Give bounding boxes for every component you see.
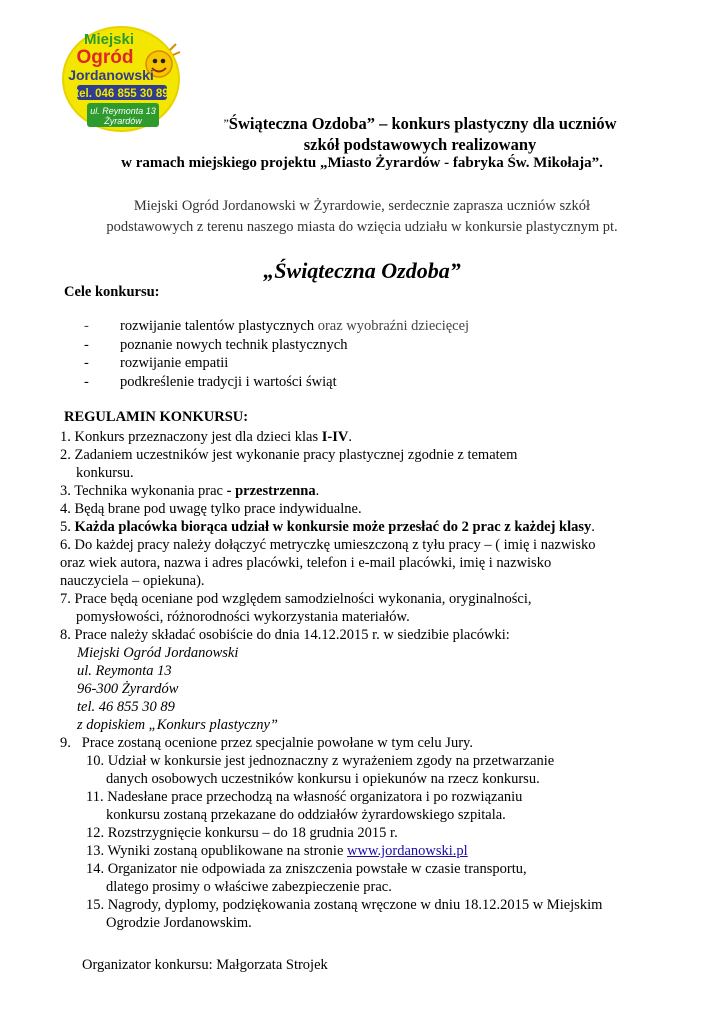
rules-heading: REGULAMIN KONKURSU: (64, 409, 249, 425)
address-line: Miejski Ogród Jordanowski (77, 645, 239, 661)
list-dash: - (84, 336, 89, 353)
title-open-quote: ” (223, 116, 229, 130)
intro-line-1: Miejski Ogród Jordanowski w Żyrardowie, serdecznie zaprasza uczniów szkół (133, 198, 591, 214)
rule-15: 15. Nagrody, dyplomy, podziękowania zostaną wręczone w dniu 18.12.2015 w Miejskim (86, 897, 603, 913)
list-dash: - (84, 373, 89, 390)
goal-text-extra: oraz wyobraźni dziecięcej (314, 318, 470, 334)
rule-4: 4. Będą brane pod uwagę tylko prace indywidualne. (60, 501, 362, 517)
logo-text-line2: Ogród (76, 47, 134, 68)
address-line: z dopiskiem „Konkurs plastyczny” (77, 717, 278, 733)
rule-emphasis: I-IV (321, 429, 349, 445)
address-line: 96-300 Żyrardów (77, 681, 179, 697)
rule-text: 3. Technika wykonania prac (60, 483, 227, 499)
rule-12: 12. Rozstrzygnięcie konkursu – do 18 grudnia 2015 r. (86, 825, 398, 841)
rule-text: 13. Wyniki zostaną opublikowane na stronie (86, 843, 348, 859)
rule-text: . (315, 483, 320, 499)
rule-text: 1. Konkurs przeznaczony jest dla dzieci klas (60, 429, 322, 445)
rule-6-cont: nauczyciela – opiekuna). (60, 573, 205, 589)
title-line-2: szkół podstawowych realizowany (303, 135, 537, 154)
logo-text-line1: Miejski (83, 31, 135, 48)
rule-14: 14. Organizator nie odpowiada za zniszczenia powstałe w czasie transportu, (86, 861, 527, 877)
rule-2-cont: konkursu. (76, 465, 134, 481)
rule-text: 5. (60, 519, 75, 535)
goals-heading: Cele konkursu: (64, 284, 160, 300)
list-dash: - (84, 318, 89, 334)
rule-7: 7. Prace będą oceniane pod względem samodzielności wykonania, oryginalności, (60, 591, 532, 607)
list-item (84, 336, 469, 355)
rule-6: 6. Do każdej pracy należy dołączyć metryczkę umieszczoną z tyłu pracy – ( imię i nazwisko (60, 537, 596, 553)
goal-text: rozwijanie empatii (120, 355, 229, 371)
rule-text: . (591, 519, 595, 535)
address-line: tel. 46 855 30 89 (77, 699, 175, 715)
contest-name: „Świąteczna Ozdoba” (263, 258, 461, 283)
document-title (150, 113, 690, 155)
rule-emphasis: Każda placówka biorąca udział w konkursie może przesłać do 2 prac z każdej klasy (74, 519, 592, 535)
logo-phone: tel. 046 855 30 89 (75, 88, 169, 100)
list-item (84, 373, 469, 392)
rule-11: 11. Nadesłane prace przechodzą na własność organizatora i po rozwiązaniu (86, 789, 523, 805)
logo-address-line1: ul. Reymonta 13 (90, 106, 156, 116)
intro-paragraph (40, 196, 684, 238)
website-link[interactable]: www.jordanowski.pl (347, 843, 468, 859)
rule-1 (60, 428, 700, 446)
rule-8: 8. Prace należy składać osobiście do dnia 14.12.2015 r. w siedzibie placówki: (60, 627, 510, 643)
rule-11-cont: konkursu zostaną przekazane do oddziałów żyrardowskiego szpitala. (106, 807, 506, 823)
rule-13 (60, 842, 700, 860)
list-item (84, 317, 469, 336)
rule-5 (60, 518, 700, 536)
list-item (84, 354, 469, 373)
logo-text-line3: Jordanowski (68, 67, 154, 83)
rule-15-cont: Ogrodzie Jordanowskim. (106, 915, 252, 931)
rule-10: 10. Udział w konkursie jest jednoznaczny z wyrażeniem zgody na przetwarzanie (86, 753, 555, 769)
goal-text: poznanie nowych technik plastycznych (120, 336, 348, 353)
title-line-1 (150, 113, 690, 134)
rule-3 (60, 482, 700, 500)
rule-7-cont: pomysłowości, różnorodności wykorzystania materiałów. (76, 609, 410, 625)
rule-text: . (348, 429, 352, 445)
goal-text: podkreślenie tradycji i wartości świąt (120, 373, 337, 390)
organizer-signature: Organizator konkursu: Małgorzata Strojek (82, 957, 328, 973)
rule-6-cont: oraz wiek autora, nazwa i adres placówki, telefon i e-mail placówki, imię i nazwisko (60, 555, 552, 571)
rules-list (60, 428, 700, 932)
list-dash: - (84, 355, 89, 371)
rule-emphasis: - przestrzenna (226, 483, 316, 499)
title-text-1: Świąteczna Ozdoba” – konkurs plastyczny dla uczniów (228, 114, 617, 133)
goal-text: rozwijanie talentów plastycznych (120, 318, 315, 334)
rule-14-cont: dlatego prosimy o właściwe zabezpieczenie prac. (106, 879, 392, 895)
rule-10-cont: danych osobowych uczestników konkursu i opiekunów na rzecz konkursu. (106, 771, 540, 787)
intro-line-2: podstawowych z terenu naszego miasta do wzięcia udziału w konkursie plastycznym pt. (106, 219, 618, 235)
rule-9: 9. Prace zostaną ocenione przez specjalnie powołane w tym celu Jury. (60, 735, 473, 751)
rule-2: 2. Zadaniem uczestników jest wykonanie pracy plastycznej zgodnie z tematem (60, 447, 518, 463)
address-line: ul. Reymonta 13 (77, 663, 172, 679)
goals-list (84, 317, 469, 391)
document-subtitle: w ramach miejskiego projektu „Miasto Żyrardów - fabryka Św. Mikołaja”. (121, 155, 603, 171)
logo-address-line2: Żyrardów (104, 116, 142, 126)
